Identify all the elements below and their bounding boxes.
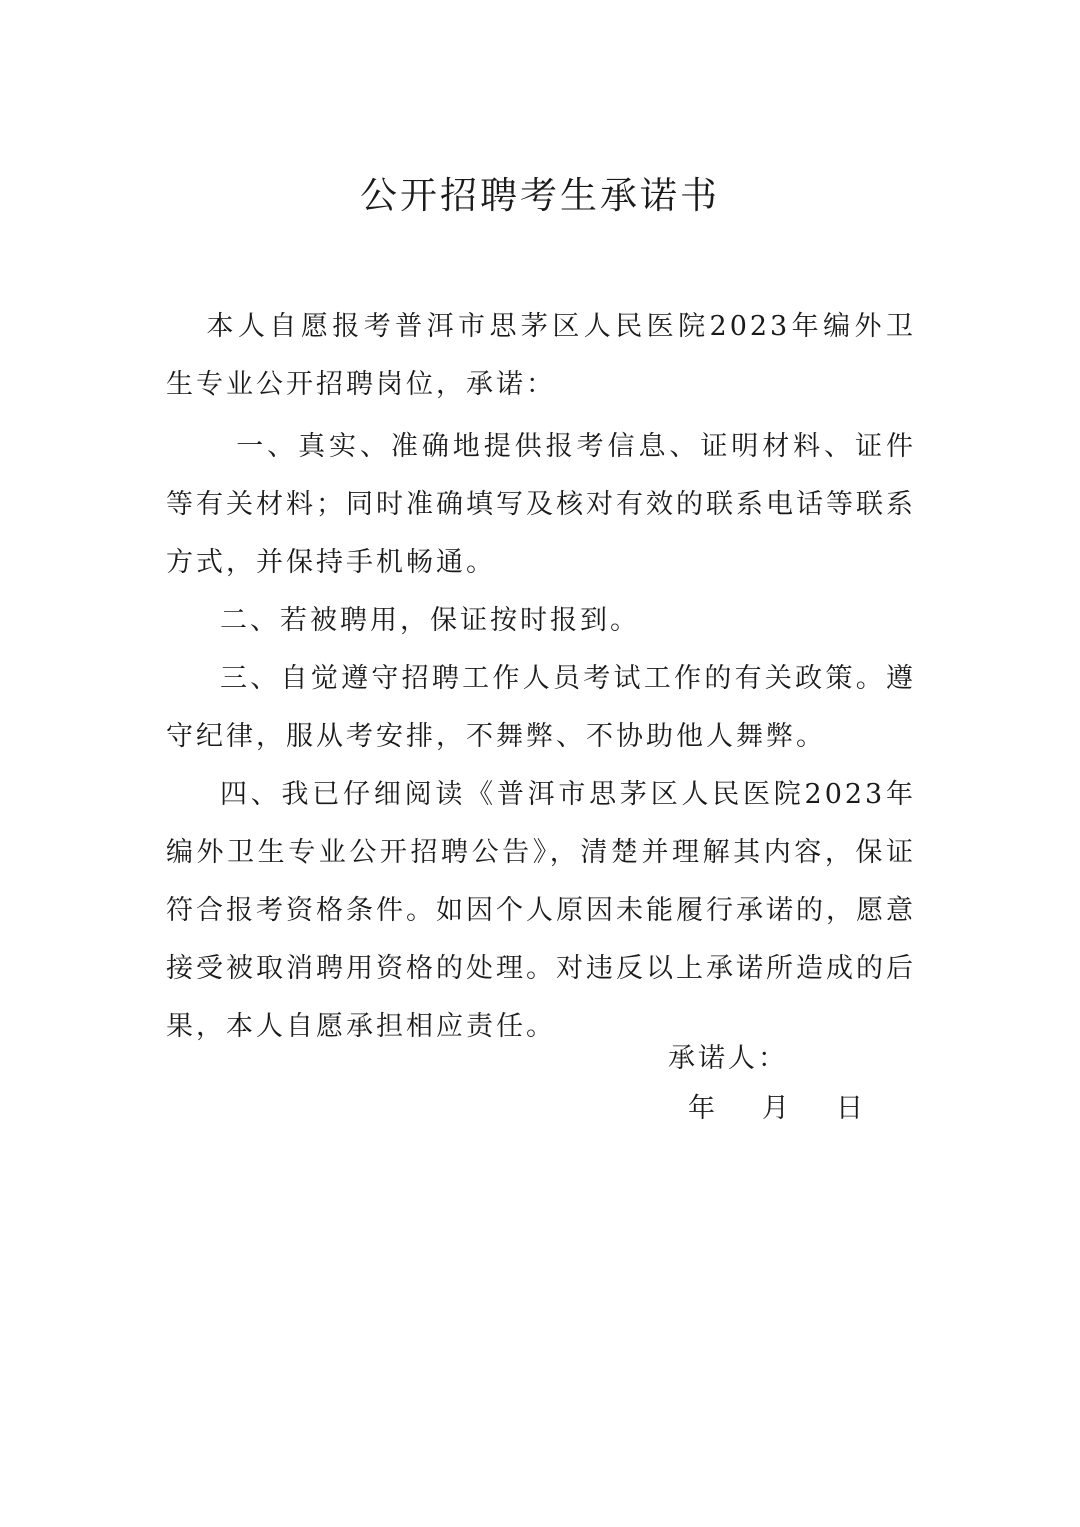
date-day-label: 日 <box>836 1093 866 1124</box>
commitment-item-3: 三、自觉遵守招聘工作人员考试工作的有关政策。遵守纪律，服从考安排，不舞弊、不协助他人舞弊。 <box>166 663 916 752</box>
date-line <box>668 1084 928 1134</box>
document-title: 公开招聘考生承诺书 <box>360 174 720 217</box>
commitment-item-1: 一、真实、准确地提供报考信息、证明材料、证件等有关材料；同时准确填写及核对有效的联系电话等联系方式，并保持手机畅通。 <box>166 431 916 578</box>
commitment-item-4: 四、我已仔细阅读《普洱市思茅区人民医院2023年编外卫生专业公开招聘公告》，清楚并理解其内容，保证符合报考资格条件。如因个人原因未能履行承诺的，愿意接受被取消聘用资格的处理。对违反以上承诺所造成的后果，本人自愿承担相应责任。 <box>166 779 916 1042</box>
commitment-item-2: 二、若被聘用，保证按时报到。 <box>220 605 640 636</box>
document-body <box>166 298 916 1056</box>
intro-paragraph: 本人自愿报考普洱市思茅区人民医院2023年编外卫生专业公开招聘岗位，承诺： <box>166 311 916 400</box>
signatory-label: 承诺人： <box>668 1043 788 1074</box>
date-year-label: 年 <box>688 1093 718 1124</box>
signature-block <box>668 1034 928 1134</box>
date-month-label: 月 <box>762 1093 792 1124</box>
